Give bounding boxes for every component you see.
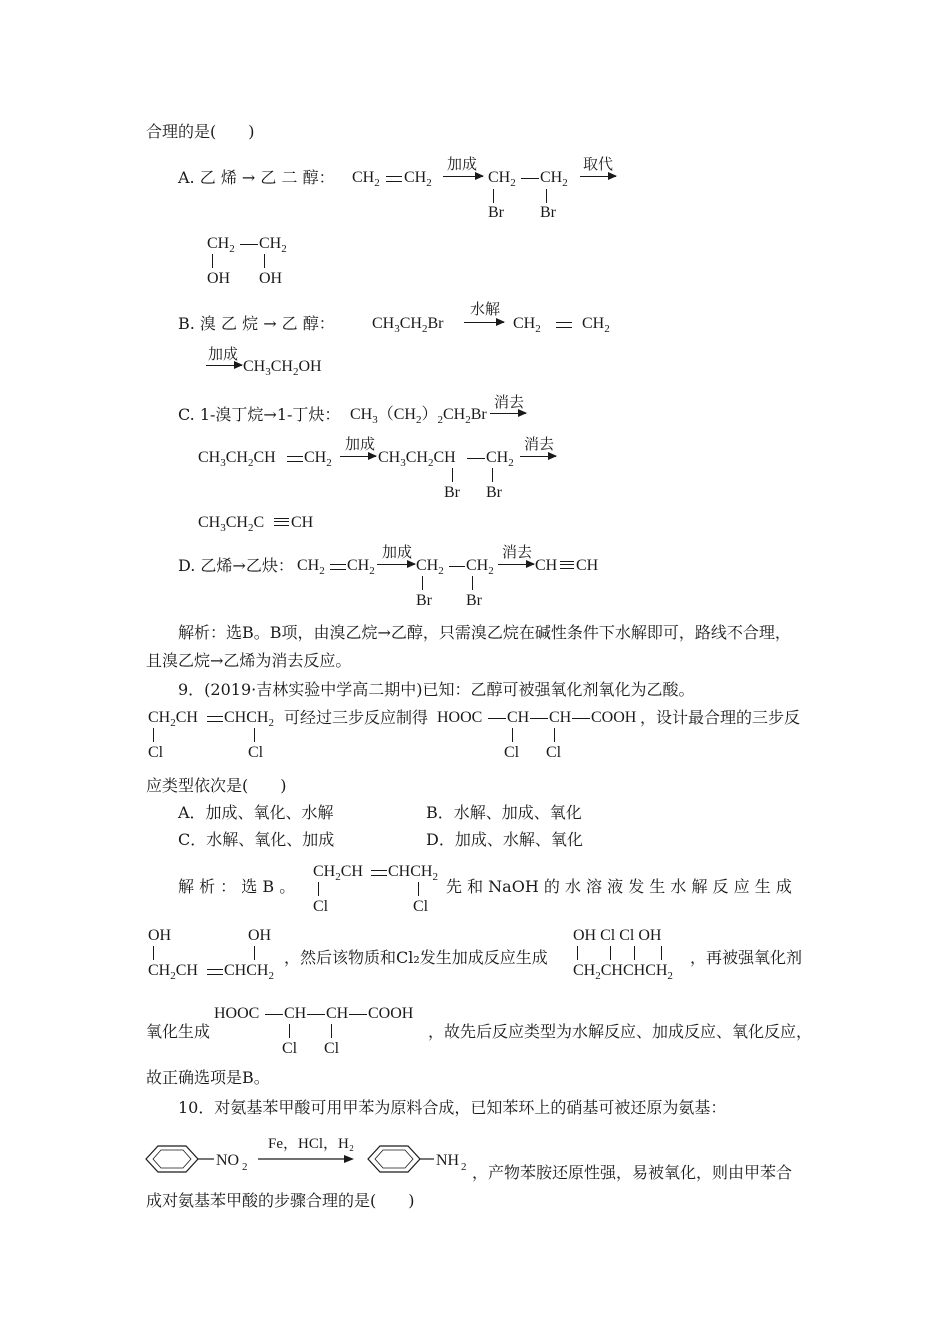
arrow-label: 加成 [208,345,239,363]
atom-cl: Cl [248,744,264,761]
single-bond [554,728,555,742]
formula: $CH_2CHCHCH_2$ [573,962,673,982]
single-bond [512,728,513,742]
q9-analysis-line3a: 氧化生成 [146,1022,211,1041]
formula: HOOC [214,1005,260,1022]
double-bond [287,456,303,462]
arrow-label: 消去 [494,393,525,411]
atom-cl: Cl [324,1040,340,1057]
single-bond [634,946,635,960]
q9-analysis-line3b: ，故先后反应类型为水解反应、加成反应、氧化反应， [428,1022,813,1041]
arrow-label: 取代 [583,155,614,173]
reaction-arrow [206,365,242,366]
single-bond [212,254,213,268]
q8-analysis-line1: 解析：选B。B项，由溴乙烷→乙醇，只需溴乙烷在碱性条件下水解即可，路线不合理， [178,623,791,642]
arrow-label: 消去 [502,543,533,561]
formula-ethylene: $CH_2$ [352,169,380,189]
atom-br: Br [444,484,460,501]
q9-analysis-line2b: ，再被强氧化剂 [690,948,803,967]
formula: $CHCH_2$ [224,709,274,729]
reaction-arrow [443,176,483,177]
formula: $CH_2CH$ [148,962,198,982]
single-bond [493,189,494,203]
benzene-inner-ring [375,1150,413,1168]
q9-stem-line2b: ，设计最合理的三步反 [640,708,801,727]
q9-analysis-line2a: ，然后该物质和Cl₂发生加成反应生成 [284,948,548,967]
double-bond [556,322,572,328]
arrow-label: 加成 [345,435,376,453]
reaction-arrow [498,564,534,565]
arrow-label: 加成 [382,543,413,561]
arrow-label: 加成 [447,155,478,173]
formula: CH [535,557,558,574]
q8-analysis-line2: 且溴乙烷→乙烯为消去反应。 [146,651,352,670]
aniline-structure [362,1128,472,1188]
single-bond [452,468,453,482]
formula: $CHCH_2$ [388,863,438,883]
q9-option-d: D．加成、水解、氧化 [426,830,583,849]
reaction-arrow [520,456,556,457]
q9-option-a: A．加成、氧化、水解 [178,803,334,822]
q9-option-c: C．水解、氧化、加成 [178,830,335,849]
single-bond [254,728,255,742]
formula: $CH_2$ [486,449,514,469]
atom-cl: Cl [148,744,164,761]
group-oh: OH [259,270,283,287]
single-bond [530,718,548,719]
reaction-arrow [490,413,526,414]
formula: $CH_2$ [207,235,235,255]
formula: $CH_3CH_2OH$ [243,358,322,378]
arrow-label: 水解 [470,300,501,318]
option-label: B. 溴 乙 烷 → 乙 醇： [178,314,335,333]
group-oh: OH [148,927,172,944]
formula: CH [507,709,530,726]
formula: $CH_3CH_2CH$ [198,449,276,469]
single-bond [240,244,258,245]
triple-bond [274,518,289,526]
atom-br: Br [416,592,432,609]
amino-group: NH [436,1152,460,1169]
q9-analysis-line1b: 先 和 NaOH 的 水 溶 液 发 生 水 解 反 应 生 成 [446,877,792,896]
single-bond [153,946,154,960]
formula: CH [326,1005,349,1022]
single-bond [254,946,255,960]
formula: $CH_3CH_2CH$ [378,449,456,469]
atom-br: Br [486,484,502,501]
formula: $CH_3CH_2Br$ [372,315,444,335]
single-bond [449,566,465,567]
formula: $CH_2$ [347,557,375,577]
group-labels: OH Cl Cl OH [573,927,662,944]
q9-analysis-line1a: 解 析 ： 选 B 。 [178,877,296,896]
q10-stem-line1: 10．对氨基苯甲酸可用甲苯为原料合成，已知苯环上的硝基可被还原为氨基： [178,1098,727,1117]
formula: $CH_3CH_2C$ [198,514,265,534]
single-bond [521,178,539,179]
double-bond [207,716,223,722]
q9-stem-line2a: 可经过三步反应制得 [284,708,429,727]
single-bond [472,576,473,590]
q9-stem-line3: 应类型依次是( ) [146,776,287,795]
benzene-inner-ring [153,1150,191,1168]
formula: $CHCH_2$ [224,962,274,982]
single-bond [153,728,154,742]
single-bond [492,468,493,482]
double-bond [371,870,387,876]
triple-bond [560,561,574,569]
atom-cl: Cl [282,1040,298,1057]
option-label: D. 乙烯→乙炔： [178,556,294,575]
formula: $CH_2$ [304,449,332,469]
q9-stem-line1: 9．(2019·吉林实验中学高二期中)已知：乙醇可被强氧化剂氧化为乙酸。 [178,680,695,699]
double-bond [330,564,346,570]
atom-br: Br [488,204,504,221]
formula: $CH_2CH$ [313,863,363,883]
single-bond [265,1014,283,1015]
q9-analysis-line4: 故正确选项是B。 [146,1068,270,1087]
atom-cl: Cl [413,898,429,915]
formula: $CH_2$ [488,169,516,189]
formula: CH [284,1005,307,1022]
formula: $CH_2$ [259,235,287,255]
single-bond [318,882,319,896]
reaction-arrow [340,456,376,457]
amino-subscript: 2 [461,1161,467,1173]
nitro-group: NO [216,1152,240,1169]
single-bond [349,1014,367,1015]
atom-cl: Cl [546,744,562,761]
single-bond [264,254,265,268]
atom-cl: Cl [313,898,329,915]
formula: $CH_2$ [466,557,494,577]
formula: CH [291,514,314,531]
group-oh: OH [207,270,231,287]
q10-stem-line3: 成对氨基苯甲酸的步骤合理的是( ) [146,1191,415,1210]
formula: $CH_2$ [582,315,610,335]
reaction-reagents: Fe，HCl，H₂ [268,1136,355,1152]
formula: COOH [591,709,637,726]
single-bond [572,718,590,719]
single-bond [307,1014,325,1015]
formula: $CH_2$ [297,557,325,577]
reaction-arrow [580,176,616,177]
double-bond [207,969,223,975]
q10-stem-line2: ，产物苯胺还原性强，易被氧化，则由甲苯合 [472,1163,793,1182]
formula: $CH_2$ [540,169,568,189]
arrowhead-icon [344,1155,354,1163]
single-bond [577,946,578,960]
group-oh: OH [248,927,272,944]
single-bond [467,458,485,459]
reaction-arrow [464,322,504,323]
double-bond [386,176,402,182]
atom-br: Br [540,204,556,221]
formula: $CH_2$ [513,315,541,335]
formula: $CH_3(CH_2)_2CH_2Br$ [350,406,487,426]
atom-cl: Cl [504,744,520,761]
option-label: A. 乙 烯 → 乙 二 醇： [178,168,335,187]
arrow-label: 消去 [524,435,555,453]
formula: CH [549,709,572,726]
single-bond [289,1024,290,1038]
formula: $CH_2CH$ [148,709,198,729]
single-bond [661,946,662,960]
option-label: C. 1-溴丁烷→1-丁炔： [178,405,341,424]
atom-br: Br [466,592,482,609]
single-bond [331,1024,332,1038]
formula-ethylene: $CH_2$ [404,169,432,189]
reaction-arrow [377,564,415,565]
single-bond [546,189,547,203]
q8-stem-tail: 合理的是( ) [146,122,255,141]
single-bond [488,718,506,719]
formula: COOH [368,1005,414,1022]
formula: $CH_2$ [416,557,444,577]
single-bond [418,882,419,896]
single-bond [610,946,611,960]
formula: CH [576,557,599,574]
nitro-subscript: 2 [242,1161,248,1173]
q9-option-b: B．水解、加成、氧化 [426,803,582,822]
single-bond [422,576,423,590]
formula: HOOC [437,709,483,726]
